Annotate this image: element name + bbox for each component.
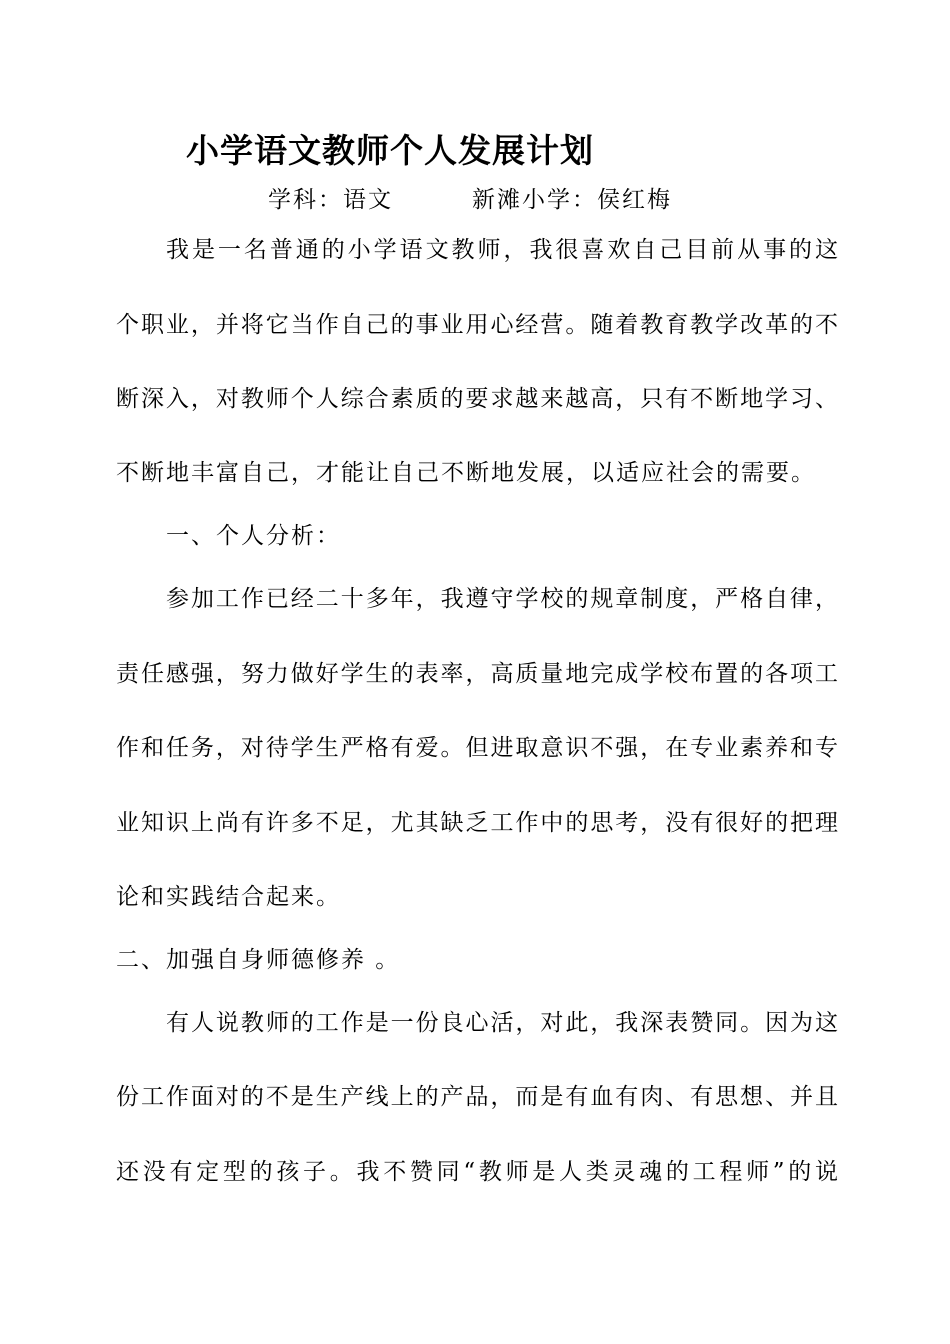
- paragraph-line: 参加工作已经二十多年，我遵守学校的规章制度，严格自律，: [166, 586, 838, 612]
- paragraph-line: 有人说教师的工作是一份良心活，对此，我深表赞同。因为这: [166, 1010, 838, 1036]
- section-heading: 一、个人分析：: [166, 523, 341, 549]
- document-title: 小学语文教师个人发展计划: [186, 131, 594, 170]
- section-heading: 二、加强自身师德修养 。: [116, 947, 401, 973]
- paragraph-line: 个职业，并将它当作自己的事业用心经营。随着教育教学改革的不: [116, 312, 838, 338]
- paragraph-line: 份工作面对的不是生产线上的产品，而是有血有肉、有思想、并且: [116, 1084, 838, 1110]
- paragraph-line: 论和实践结合起来。: [116, 884, 341, 910]
- author-label: 新滩小学：侯红梅: [472, 187, 672, 213]
- paragraph-line: 作和任务，对待学生严格有爱。但进取意识不强，在专业素养和专: [116, 735, 838, 761]
- paragraph-line: 还没有定型的孩子。我不赞同“教师是人类灵魂的工程师”的说: [116, 1159, 838, 1185]
- paragraph-line: 不断地丰富自己，才能让自己不断地发展，以适应社会的需要。: [116, 460, 816, 486]
- paragraph-line: 业知识上尚有许多不足，尤其缺乏工作中的思考，没有很好的把理: [116, 810, 838, 836]
- subject-label: 学科：语文: [268, 187, 393, 213]
- paragraph-line: 我是一名普通的小学语文教师，我很喜欢自己目前从事的这: [166, 237, 838, 263]
- paragraph-line: 责任感强，努力做好学生的表率，高质量地完成学校布置的各项工: [116, 661, 838, 687]
- paragraph-line: 断深入，对教师个人综合素质的要求越来越高，只有不断地学习、: [116, 386, 838, 412]
